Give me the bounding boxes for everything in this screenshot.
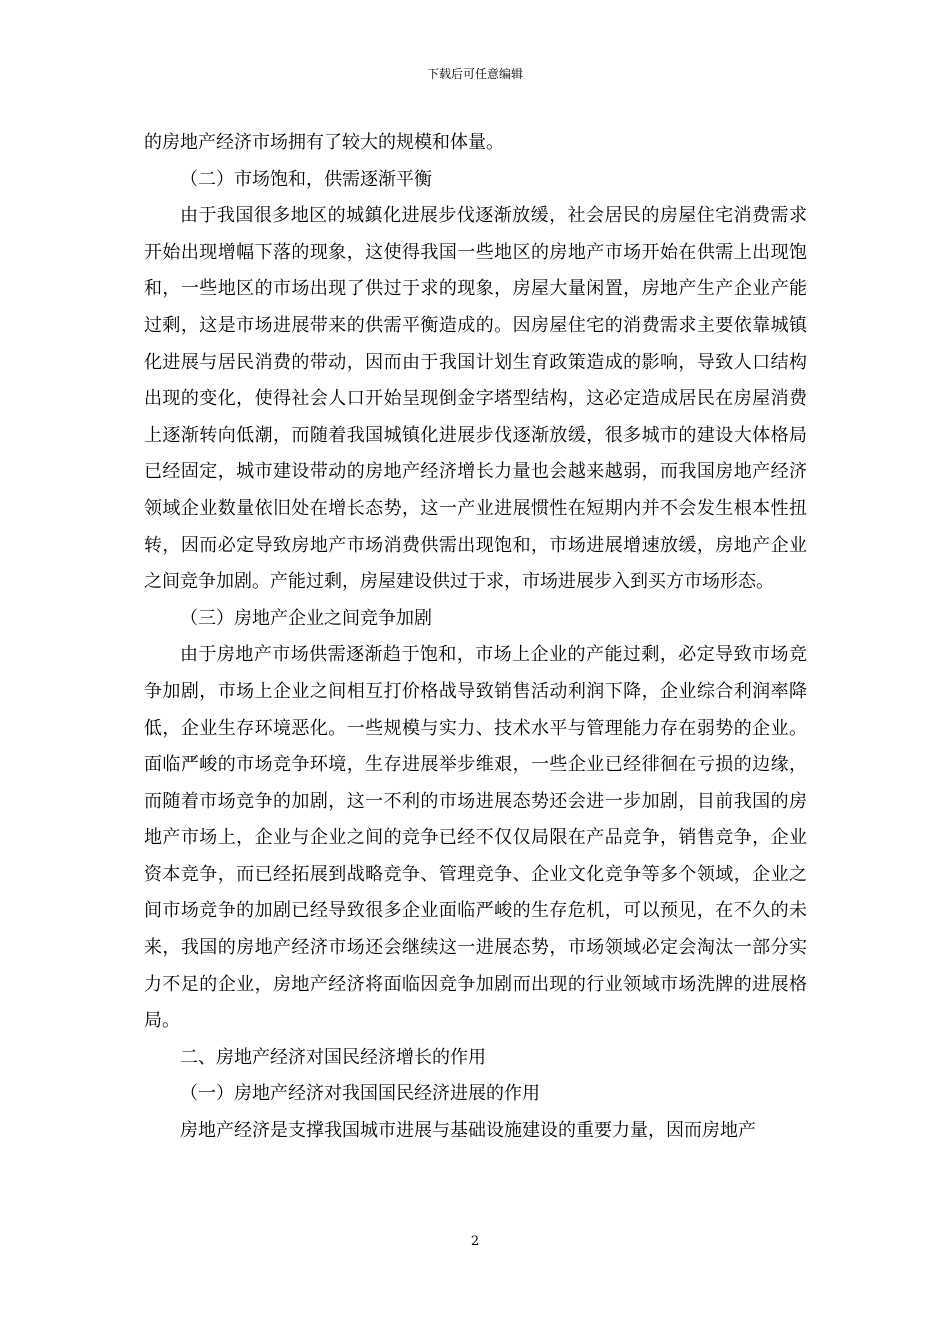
paragraph-competition: 由于房地产市场供需逐渐趋于饱和，市场上企业的产能过剩，必定导致市场竞争加剧，市场上企业之间相互打价格战导致销售活动利润下降，企业综合利润率降低，企业生存环境恶化。一些规模与实力、技术水平与管理能力存在弱势的企业。面临严峻的市场竞争环境，生存进展举步维艰，一些企业已经徘徊在亏损的边缘，而随着市场竞争的加剧，这一不利的市场进展态势还会进一步加剧，目前我国的房地产市场上，企业与企业之间的竞争已经不仅仅局限在产品竞争，销售竞争，企业资本竞争，而已经拓展到战略竞争、管理竞争、企业文化竞争等多个领域，企业之间市场竞争的加剧已经导致很多企业面临严峻的生存危机，可以预见，在不久的未来，我国的房地产经济市场还会继续这一进展态势，市场领域必定会淘汰一部分实力不足的企业，房地产经济将面临因竞争加剧而出现的行业领域市场洗牌的进展格局。 bbox=[144, 644, 807, 1032]
page-number: 2 bbox=[470, 1234, 480, 1249]
paragraph-national-economy: 房地产经济是支撑我国城市进展与基础设施建设的重要力量，因而房地产 bbox=[180, 1120, 756, 1142]
section-heading-market-saturation: （二）市场饱和，供需逐渐平衡 bbox=[180, 168, 432, 190]
paragraph-market-saturation: 由于我国很多地区的城鎮化进展步伐逐渐放缓，社会居民的房屋住宅消费需求开始出现增幅下落的现象，这使得我国一些地区的房地产市场开始在供需上出现饱和，一些地区的市场出现了供过于求的现象，房屋大量闲置，房地产生产企业产能过剩，这是市场进展带来的供需平衡造成的。因房屋住宅的消费需求主要依靠城镇化进展与居民消费的带动，因而由于我国计划生育政策造成的影响，导致人口结构出现的变化，使得社会人口开始呈现倒金字塔型结构，这必定造成居民在房屋消费上逐渐转向低潮，而随着我国城镇化进展步伐逐渐放缓，很多城市的建设大体格局已经固定，城市建设带动的房地产经济增长力量也会越来越弱，而我国房地产经济领域企业数量依旧处在增长态势，这一产业进展惯性在短期内并不会发生根本性扭转，因而必定导致房地产市场消费供需出现饱和，市场进展增速放缓，房地产企业之间竞争加剧。产能过剩，房屋建设供过于求，市场进展步入到买方市场形态。 bbox=[144, 205, 807, 593]
subsection-heading-national-economy: （一）房地产经济对我国国民经济进展的作用 bbox=[180, 1083, 540, 1105]
paragraph-continuation: 的房地产经济市场拥有了较大的规模和体量。 bbox=[144, 132, 504, 153]
section-heading-competition: （三）房地产企业之间竞争加剧 bbox=[180, 607, 432, 629]
page-header: 下载后可任意编辑 bbox=[426, 67, 523, 81]
section-heading-economic-role: 二、房地产经济对国民经济增长的作用 bbox=[180, 1046, 486, 1068]
document-body bbox=[144, 125, 807, 1150]
